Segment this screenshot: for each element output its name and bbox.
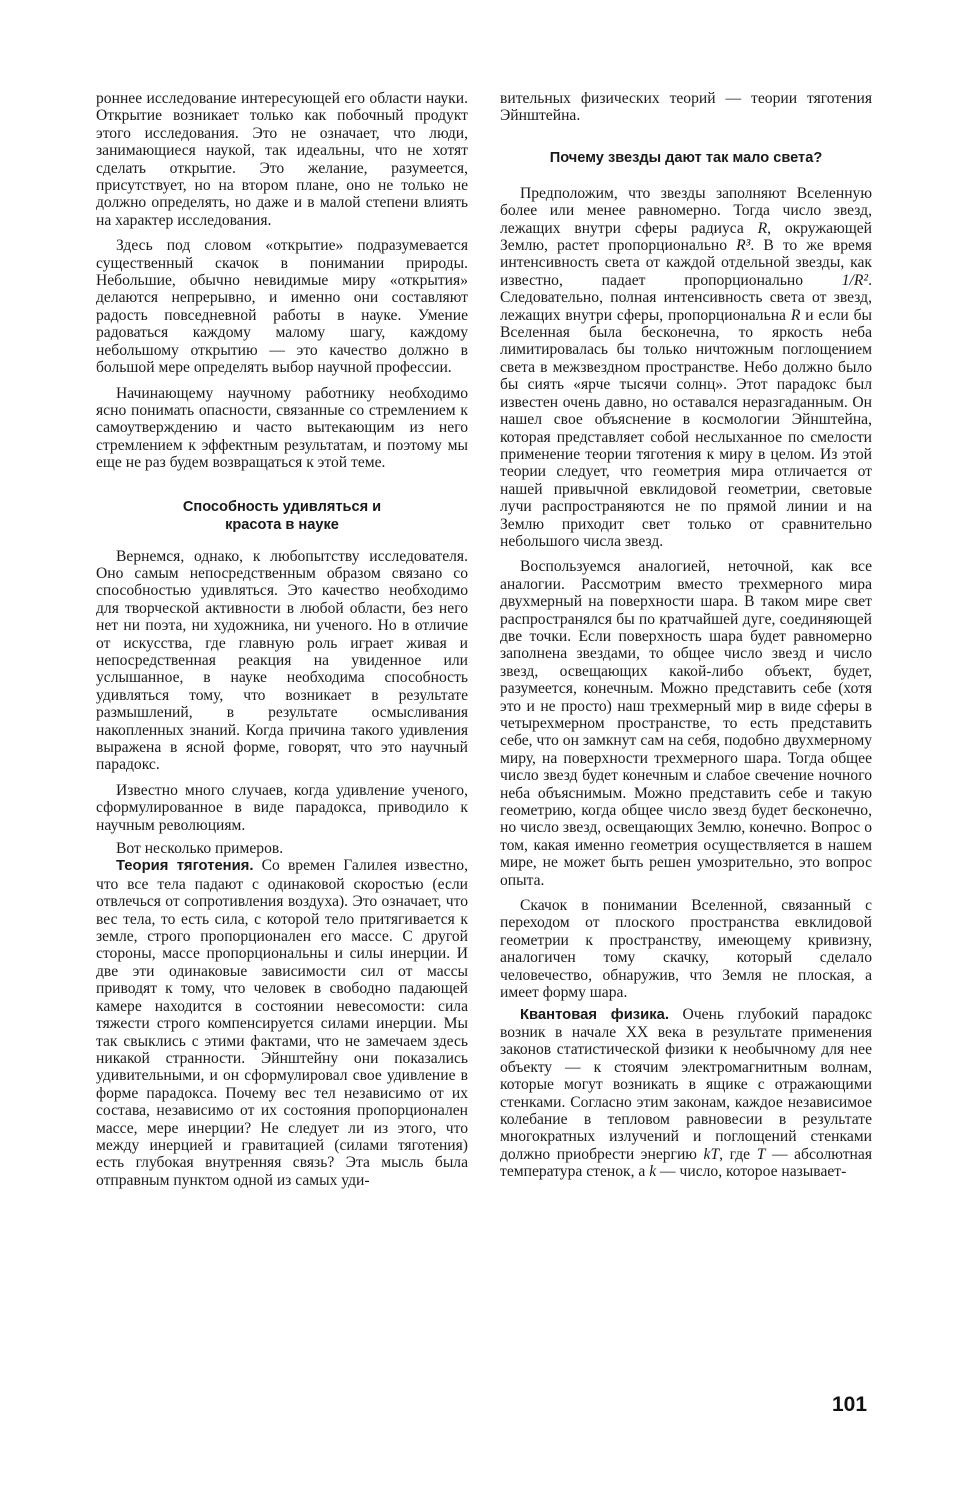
heading-line: красота в науке [225, 516, 339, 533]
section-heading [96, 498, 468, 534]
paragraph: Вернемся, однако, к любопытству исследователя. Оно самым непосредственным образом связано со способностью удивляться. Это качество необходимо для творческой активности в любой области, без него нет ни поэта, ни художника, ни ученого. Но в отличие от искусства, где главную роль играет живая и непосредственная реакция на увиденное или услышанное, в науке необходима способность удивляться тому, что возникает в результате размышлений, в результате осмысливания накопленных знаний. Когда причина такого удивления выражена в ясной форме, говорят, что это научный парадокс. [96, 547, 468, 774]
paragraph: вительных физических теорий — теории тяготения Эйнштейна. [500, 90, 872, 125]
paragraph: Воспользуемся аналогией, неточной, как все аналогии. Рассмотрим вместо трехмерного мира двухмерный на поверхности шара. В таком мире свет распространялся бы по кратчайшей дуге, соединяющей две точки. Если поверхность шара будет равномерно заполнена звездами, то общее число звезд и число звезд, освещающих какой-либо объект, будет, разумеется, конечным. Можно представить себе (хотя это и не просто) наш трехмерный мир в виде сферы в четырехмерном пространстве, то есть представить себе, что он замкнут сам на себя, подобно двухмерному миру, на поверхности трехмерного шара. Тогда общее число звезд будет конечным и слабое свечение ночного неба объяснимым. Можно представить себе и такую геометрию, когда общее число звезд будет бесконечно, но число звезд, освещающих Землю, конечно. Вопрос о том, какая именно геометрия осуществляется в нашем мире, не может быть решен умозрительно, это вопрос опыта. [500, 558, 872, 889]
text-run: и если бы Вселенная была бесконечна, то яркость неба лимитировалась бы только ничтожным поглощением света в межзвездном пространстве. Небо должно было бы сиять «ярче тысячи солнц». Этот парадокс был известен очень давно, но оставался неразгаданным. Он нашел свое объяснение в космологии Эйнштейна, которая представляет собой неслыханное по смелости применение теории тяготения к миру в целом. Из этой теории следует, что геометрия мира отличается от нашей привычной евклидовой геометрии, световые лучи распространяются не по прямой линии и на Землю приходит свет только от сравнительно небольшого числа звезд. [500, 306, 873, 550]
paragraph: Вот несколько примеров. [116, 840, 284, 858]
math-symbol: T [756, 1145, 766, 1163]
text-run: Предположим, что звезды заполняют Вселенную более или менее равномерно. Тогда число звезд, лежащих внутри сферы радиуса [500, 184, 872, 237]
math-symbol: R [757, 219, 768, 237]
text-run: — абсолютная температура стенок, а [500, 1145, 872, 1181]
math-symbol: kT [703, 1145, 720, 1163]
right-column [500, 90, 872, 1181]
paragraph: Здесь под словом «открытие» подразумевается существенный скачок в понимании природы. Небольшие, обычно невидимые миру «открытия» делаются непрерывно, и именно они составляют радость повседневной работы в науке. Умение радоваться каждому малому шагу, каждому небольшому открытию — это качество должно в большой мере определять выбор научной профессии. [96, 237, 468, 377]
text-run: . В то же время интенсивность света от каждой отдельной звезды, как известно, падает пропорционально [500, 237, 872, 289]
math-symbol: R³ [736, 237, 751, 255]
paragraph: Скачок в понимании Вселенной, связанный с переходом от плоского пространства евклидовой геометрии к пространству, имеющему кривизну, аналогичен тому скачку, который сделало человечество, обнаружив, что Земля не плоская, а имеет форму шара. [500, 897, 872, 1002]
run-in-heading: Теория тяготения. [116, 858, 254, 875]
paragraph [96, 857, 468, 1189]
text-run: . Следовательно, полная интенсивность света от звезд, лежащих внутри сферы, пропорциональна [500, 271, 872, 324]
paragraph: Начинающему научному работнику необходимо ясно понимать опасности, связанные со стремлением к самоутверждению и часто вытекающим из него стремлением к эффектным результатам, и поэтому мы еще не раз будем возвращаться к этой теме. [96, 384, 468, 472]
paragraph [500, 1006, 872, 1181]
run-in-heading: Квантовая физика. [520, 1006, 669, 1023]
math-symbol: R [790, 306, 801, 324]
text-run: , окружающей Землю, растет пропорционально [500, 219, 872, 255]
section-heading: Почему звезды дают так мало света? [549, 149, 823, 166]
left-column [96, 90, 468, 1189]
page-number: 101 [832, 1393, 868, 1416]
math-symbol: 1/R² [841, 271, 869, 289]
paragraph: роннее исследование интересующей его области науки. Открытие возникает только как побочный продукт этого исследования. Это не означает, что люди, занимающиеся наукой, так идеальны, что не хотят сделать открытие. Это желание, разумеется, присутствует, но на втором плане, оно не только не должно определять, но даже и в малой степени влиять на характер исследования. [96, 90, 468, 229]
heading-line: Способность удивляться и [182, 498, 382, 515]
paragraph: Известно много случаев, когда удивление ученого, сформулированное в виде парадокса, приводило к научным революциям. [96, 781, 468, 834]
text-run: , где [719, 1145, 757, 1163]
text-run: — число, которое называет- [656, 1163, 847, 1181]
paragraph-text: Со времен Галилея известно, что все тела падают с одинаковой скоростью (если отвлечься от сопротивления воздуха). Это означает, что вес тела, то есть сила, с которой тело притягивается к земле, строго пропорционален его массе. С другой стороны, массе пропорциональны и силы инерции. И две эти одинаковые зависимости сил от массы приводят к тому, что человек в свободно падающей камере находится в состоянии невесомости: сила тяжести строго компенсируется силами инерции. Мы так свыклись с этими фактами, что не замечаем здесь никакой странности. Эйнштейну они показались удивительными, и он сформулировал свое удивление в форме парадокса. Почему вес тел независимо от их состава, независимо от их состояния пропорционален массе, мере инерции? Не следует ли из этого, что между инерцией и гравитацией (силами тяготения) есть глубокая внутренняя связь? Эта мысль была отправным пунктом одной из самых уди- [96, 857, 468, 1189]
paragraph [500, 185, 872, 551]
math-symbol: k [649, 1163, 657, 1181]
text-run: Очень глубокий парадокс возник в начале XX века в результате применения законов статистической физики к необычному для нее объекту — к стоячим электромагнитным волнам, которые могут возникать в ящике с отражающими стенками. Согласно этим законам, каждое независимое колебание в тепловом равновесии в результате многократных излучений и поглощений стенками должно приобрести энергию [500, 1005, 872, 1163]
